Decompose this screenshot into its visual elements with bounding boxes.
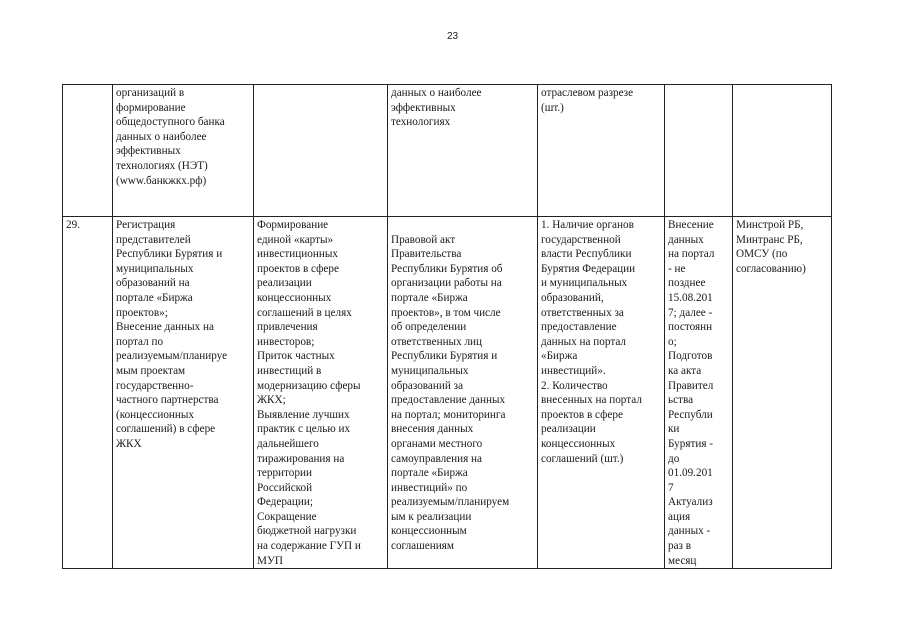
cell-document (388, 85, 538, 217)
cell-line: внесения данных (391, 423, 474, 436)
cell-number (63, 85, 113, 217)
cell-line: Республики Бурятия и (391, 350, 498, 363)
cell-line: органами местного (391, 437, 483, 450)
cell-line: об определении (391, 321, 467, 334)
cell-line: ЖКХ; (257, 394, 286, 407)
cell-line: Республики Бурятия и (116, 248, 223, 261)
cell-line: инвестиций в (257, 364, 322, 377)
cell-line: Формирование (257, 219, 329, 231)
cell-line: государственной (541, 233, 621, 246)
cell-line: реализуемым/планируем (391, 496, 510, 509)
cell-line: ответственных лиц (391, 335, 483, 348)
cell-line: позднее (668, 277, 706, 290)
cell-deadline (665, 217, 733, 569)
cell-line: (шт.) (541, 101, 564, 114)
cell-line: Российской (257, 481, 313, 494)
cell-line: муниципальных (116, 262, 194, 275)
cell-line: Приток частных (257, 350, 335, 363)
cell-line: ация (668, 510, 691, 523)
page-number: 23 (446, 31, 459, 42)
cell-line: эффективных (116, 145, 181, 158)
cell-line: Регистрация (116, 219, 176, 231)
cell-line: Выявление лучших (257, 408, 350, 421)
cell-line: Сокращение (257, 510, 317, 523)
table-row (63, 217, 832, 569)
cell-line: на содержание ГУП и (257, 540, 361, 553)
cell-line: территории (257, 467, 312, 480)
cell-line: данных на портал (541, 335, 626, 348)
cell-line: ОМСУ (по (736, 248, 788, 261)
cell-result (254, 85, 388, 217)
cell-line: данных о наиболее (116, 130, 207, 143)
cell-line: Правител (668, 379, 714, 392)
cell-line: портале «Биржа (391, 467, 468, 480)
cell-line: «Биржа (541, 350, 578, 363)
cell-line: 7; далее - (668, 306, 713, 319)
cell-line: месяц (668, 554, 697, 567)
cell-line: Правовой акт (391, 233, 456, 246)
cell-line: организаций в (116, 87, 185, 99)
cell-line: инвесторов; (257, 335, 315, 348)
cell-line: самоуправления на (391, 452, 483, 465)
cell-line: Правительства (391, 248, 462, 261)
cell-line: соглашений в целях (257, 306, 352, 319)
cell-line: власти Республики (541, 248, 632, 261)
cell-indicator (538, 217, 665, 569)
cell-line: Подготов (668, 350, 713, 363)
cell-line: частного партнерства (116, 394, 219, 407)
cell-line: Бурятия - (668, 437, 714, 450)
cell-line: Минтранс РБ, (736, 233, 803, 246)
cell-line: - не (668, 262, 686, 275)
cell-line: Республики Бурятия об (391, 262, 503, 275)
cell-line: муниципальных (391, 364, 469, 377)
cell-line: и муниципальных (541, 277, 628, 290)
cell-executor (733, 85, 832, 217)
cell-line: образований за (391, 379, 464, 392)
cell-line: портале «Биржа (391, 291, 468, 304)
cell-line: постоянн (668, 321, 713, 334)
table-row (63, 85, 832, 217)
cell-line: привлечения (257, 321, 318, 334)
cell-line: дальнейшего (257, 437, 319, 450)
cell-line: соглашениям (391, 540, 454, 553)
cell-line: предоставление (541, 321, 617, 334)
cell-line: ЖКХ (116, 437, 142, 450)
cell-line: формирование (116, 101, 186, 114)
cell-line: о; (668, 335, 677, 348)
cell-line: портал по (116, 335, 164, 348)
cell-line: проектов в сфере (257, 262, 339, 275)
cell-line: проектов», в том числе (391, 306, 501, 319)
cell-line: инвестиций» по (391, 481, 468, 494)
cell-line: инвестиций». (541, 364, 606, 377)
cell-indicator (538, 85, 665, 217)
cell-line: государственно- (116, 379, 194, 392)
cell-line: данных - (668, 525, 711, 538)
cell-line: ка акта (668, 364, 702, 377)
cell-line: общедоступного банка (116, 116, 225, 129)
cell-line: ьства (668, 394, 694, 407)
cell-line: технологиях (391, 116, 451, 129)
cell-line: реализуемым/планируе (116, 350, 228, 363)
cell-line: бюджетной нагрузки (257, 525, 357, 538)
cell-action (113, 85, 254, 217)
cell-line: технологиях (НЭТ) (116, 159, 208, 172)
cell-line: Федерации; (257, 496, 313, 509)
cell-line: единой «карты» (257, 233, 334, 246)
cell-line: модернизацию сферы (257, 379, 361, 392)
cell-executor (733, 217, 832, 569)
cell-line: практик с целью их (257, 423, 351, 436)
plan-table (62, 84, 832, 569)
cell-line: Внесение данных на (116, 321, 214, 334)
cell-line: на портал (668, 248, 715, 261)
cell-line: МУП (257, 554, 283, 567)
cell-line: Республи (668, 408, 713, 421)
cell-number (63, 217, 113, 569)
cell-line: проектов в сфере (541, 408, 623, 421)
cell-line: организации работы на (391, 277, 502, 290)
cell-line: реализации (257, 277, 312, 290)
cell-line: мым проектам (116, 364, 186, 377)
cell-line: 2. Количество (541, 379, 608, 392)
cell-line: раз в (668, 540, 692, 553)
cell-line: Внесение (668, 219, 714, 231)
cell-line: 29. (66, 219, 80, 231)
cell-line: (концессионных (116, 408, 195, 421)
cell-line: данных (668, 233, 704, 246)
cell-line: до (668, 452, 680, 465)
cell-line: Минстрой РБ, (736, 219, 804, 231)
cell-line: эффективных (391, 101, 456, 114)
cell-line: Актуализ (668, 496, 713, 509)
cell-line: 01.09.201 (668, 467, 713, 480)
cell-line: соглашений) в сфере (116, 423, 216, 436)
cell-line: ки (668, 423, 680, 436)
cell-line: ответственных за (541, 306, 624, 319)
cell-line: ым к реализации (391, 510, 472, 523)
cell-line: внесенных на портал (541, 394, 642, 407)
cell-line: согласованию) (736, 262, 806, 275)
cell-document (388, 217, 538, 569)
cell-line: представителей (116, 233, 191, 246)
cell-line: Бурятия Федерации (541, 262, 636, 275)
cell-line: 1. Наличие органов (541, 219, 634, 231)
cell-line: соглашений (шт.) (541, 452, 624, 465)
cell-line: образований, (541, 291, 604, 304)
cell-line: предоставление данных (391, 394, 506, 407)
cell-line: 15.08.201 (668, 291, 713, 304)
cell-line: тиражирования на (257, 452, 345, 465)
cell-line: (www.банкжкх.рф) (116, 174, 207, 187)
cell-line: реализации (541, 423, 596, 436)
cell-deadline (665, 85, 733, 217)
cell-line: концессионных (257, 291, 332, 304)
cell-result (254, 217, 388, 569)
cell-line: отраслевом разрезе (541, 87, 634, 99)
cell-line: проектов»; (116, 306, 168, 319)
cell-line: 7 (668, 481, 674, 494)
cell-line: образований на (116, 277, 190, 290)
cell-line: концессионным (391, 525, 467, 538)
cell-action (113, 217, 254, 569)
cell-line: инвестиционных (257, 248, 338, 261)
cell-line: на портал; мониторинга (391, 408, 506, 421)
cell-line: портале «Биржа (116, 291, 193, 304)
cell-line: концессионных (541, 437, 616, 450)
cell-line: данных о наиболее (391, 87, 482, 99)
